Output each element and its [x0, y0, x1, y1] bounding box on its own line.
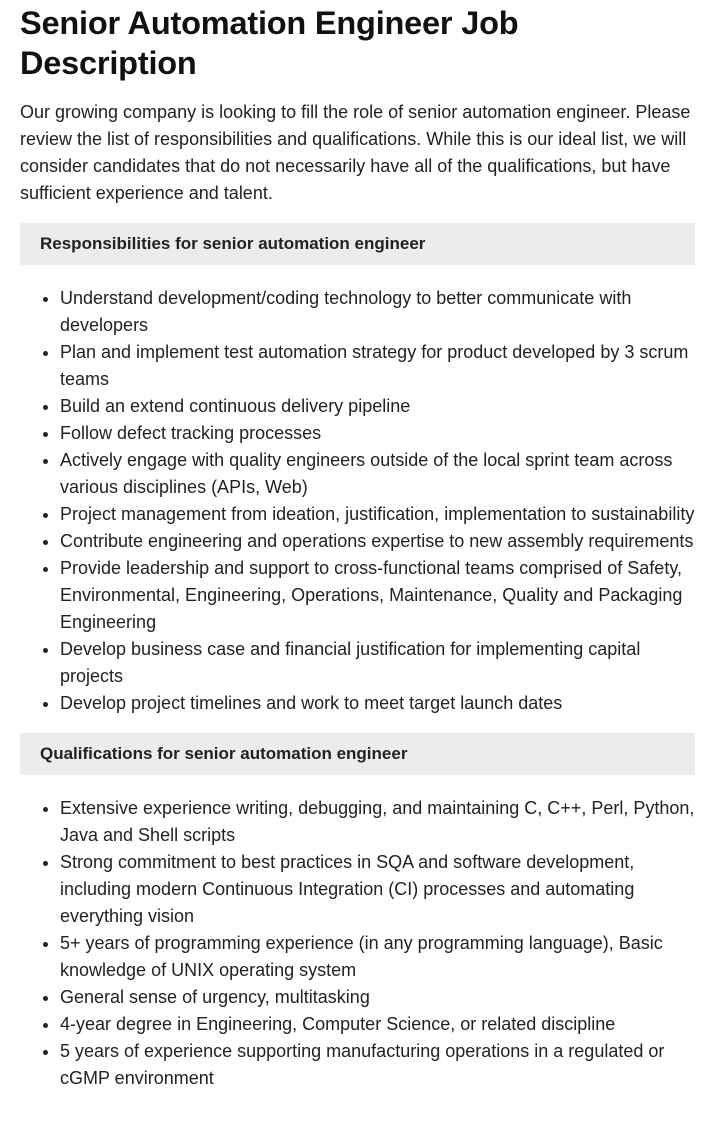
- list-item: • 5+ years of programming experience (in any programming language), Basic knowledge of UNIX operating system: [60, 930, 695, 984]
- page-title: Senior Automation Engineer Job Description: [20, 5, 519, 81]
- list-item: • Develop business case and financial justification for implementing capital projects: [60, 636, 695, 690]
- list-item: • Contribute engineering and operations expertise to new assembly requirements: [60, 528, 695, 555]
- list-item: • Actively engage with quality engineers outside of the local sprint team across various disciplines (APIs, Web): [60, 447, 695, 501]
- list-item: • 5 years of experience supporting manufacturing operations in a regulated or cGMP environment: [60, 1038, 695, 1092]
- list-item: • Build an extend continuous delivery pipeline: [60, 393, 695, 420]
- list-item: • 4-year degree in Engineering, Computer Science, or related discipline: [60, 1011, 695, 1038]
- list-item: • Follow defect tracking processes: [60, 420, 695, 447]
- list-item: • Project management from ideation, justification, implementation to sustainability: [60, 501, 695, 528]
- qualifications-heading: Qualifications for senior automation engineer: [20, 733, 695, 775]
- list-item: • Plan and implement test automation strategy for product developed by 3 scrum teams: [60, 339, 695, 393]
- list-item: • Provide leadership and support to cross-functional teams comprised of Safety, Environmental, Engineering, Operations, Maintenance, Quality and Packaging Engineering: [60, 555, 695, 636]
- list-item: • General sense of urgency, multitasking: [60, 984, 695, 1011]
- responsibilities-list: [20, 285, 695, 717]
- list-item: • Strong commitment to best practices in SQA and software development, including modern Continuous Integration (CI) processes and automating everything vision: [60, 849, 695, 930]
- qualifications-list: [20, 795, 695, 1092]
- responsibilities-heading: Responsibilities for senior automation engineer: [20, 223, 695, 265]
- list-item: • Understand development/coding technology to better communicate with developers: [60, 285, 695, 339]
- list-item: • Extensive experience writing, debugging, and maintaining C, C++, Perl, Python, Java and Shell scripts: [60, 795, 695, 849]
- intro-paragraph: Our growing company is looking to fill the role of senior automation engineer. Please review the list of responsibilities and qualifications. While this is our ideal list, we will consider candidates that do not necessarily have all of the qualifications, but have sufficient experience and talent.: [20, 102, 691, 203]
- list-item: • Develop project timelines and work to meet target launch dates: [60, 690, 695, 717]
